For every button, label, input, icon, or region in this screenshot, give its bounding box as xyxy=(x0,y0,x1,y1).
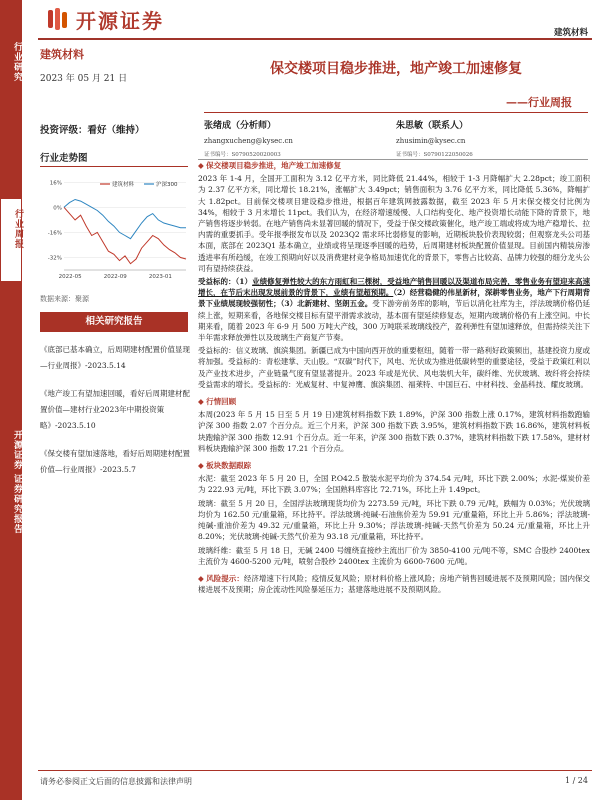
bullet-icon: ◆ xyxy=(198,161,207,170)
report-body xyxy=(198,160,590,597)
report-title: 保交楼项目稳步推进，地产竣工加速修复 xyxy=(270,61,522,77)
paragraph: 本周(2023 年 5 月 15 日至 5 月 19 日)建筑材料指数下跌 1.89%，沪深 300 指数上涨 0.17%，建筑材料指数跑输沪深 300 指数 2.07 个百分点。近三个月来，沪深 300 指数下跌 3.95%，建筑材料指数下跌 16.86%，建筑材料板块跑输沪深 300 指数 12.91 个百分点。近一年来，沪深 300 指数下跌 0.37%，建筑材料指数下跌 17.58%，建材材料板块跑输沪深 300 指数 17.21 个百分点。 xyxy=(198,410,590,453)
paragraph-text: 受下游旁前务库的影响，节后以消化社库为主，浮法玻璃价格仍延续上涨，短期来看，各地保交楼目标有望平滑需求波动，基本面有望延续修复态，短期内玻璃价格仍有上涨空间。中长期来看，随着 2023 年 6-9 月 500 万吨大产线，300 万吨联采玻璃线投产，盈利弹性有望加速释放，但需持续关注下半年需求释放弹性以及玻璃生产商复产节奏。 xyxy=(198,299,591,343)
risk-heading: 风险提示： xyxy=(206,573,244,583)
analyst-email[interactable]: zhangxucheng@kysec.cn xyxy=(204,137,293,145)
x-tick-label: 2023-01 xyxy=(148,274,172,280)
picks-rest: （2）经营稳健的伟星新材，深耕零售业务，地产下行周期背景下业绩展现较强韧性；（3）北新建材、坚朗五金。 xyxy=(198,288,590,309)
bullet-icon: ◆ xyxy=(198,573,207,583)
report-meta xyxy=(40,46,190,84)
analyst-cert: 证书编号：S0790520020003 xyxy=(204,152,281,158)
page-number: 1 / 24 xyxy=(564,776,588,785)
y-tick-label: -16% xyxy=(47,230,62,237)
header-divider xyxy=(38,38,592,40)
trend-title: 行业走势图 xyxy=(40,153,88,164)
section-heading: 保交楼项目稳步推进，地产竣工加速修复 xyxy=(206,161,342,170)
paragraph: 水泥：截至 2023 年 5 月 20 日，全国 P.O42.5 散装水泥平均价为 374.54 元/吨，环比下跌 2.00%；水泥-煤炭价差为 222.93 元/吨，环比下跌 3.07%；全国熟料库容比 72.71%，环比上升 1.49pct。 xyxy=(198,474,590,495)
contact-name: 朱思敏（联系人） xyxy=(396,121,469,131)
contact-card xyxy=(396,118,473,158)
analyst-name: 张绪成（分析师） xyxy=(204,121,277,131)
sector-label: 建筑材料 xyxy=(40,48,84,61)
brand-logo xyxy=(48,4,164,34)
footer-disclaimer: 请务必参阅正文后面的信息披露和法律声明 xyxy=(40,777,192,786)
report-subtitle: ——行业周报 xyxy=(506,96,572,109)
related-item[interactable]: 《保交楼有望加速落地，看好后周期建材配置价值—行业周报》-2023.5.7 xyxy=(40,449,190,474)
bullet-icon: ◆ xyxy=(198,397,207,407)
y-tick-label: 16% xyxy=(49,180,62,187)
side-band xyxy=(0,0,22,800)
y-tick-label: -32% xyxy=(47,255,62,262)
paragraph: 2023 年 1-4 月，全国开工面积为 3.12 亿平方米，同比降低 21.44%，相较于 1-3 月降幅扩大 2.28pct；竣工面积为 2.37 亿平方米，同比增长 18.21%，涨幅扩大 3.49pct；销售面积为 3.76 亿平方米，同比降低 5.36%，降幅扩大 1.82pct。目前保交楼项目建设稳步推进，根据百年建筑网披露数据，截至 2023 年 5 月末保交楼交付比例为 34%，相较于 3 月末增长 11pct。我们认为，在经济增速缓慢、人口结构变化、地产投资增长动能下降的背景下，地产销售将逐步转弱。在地产销售尚未显著回暖的情况下，受益于保交楼政策催化，地产竣工端或将成为地产稳增长、拉内需的重要抓手。受年报季报发布以及 2023Q2 需求环比弱修复的影响，近期板块股价表现较弱；但观察龙头公司基本面，底部在 2023Q1 基本确立，业绩或将呈现逐季回暖的趋势，后周期建材板块配置价值显现。目前国内精装房渗透进率有所趋缓，在竣工预期向好以及消费建材竞争格局加速优化的背景下，零售占比较高、品牌力较强的细分龙头公司有望持续获益。 xyxy=(198,174,590,273)
related-item[interactable]: 《底部已基本确立，后周期建材配置价值显现—行业周报》-2023.5.14 xyxy=(40,345,190,370)
contact-cert: 证书编号：S0790122050026 xyxy=(396,152,473,158)
section-heading: 板块数据跟踪 xyxy=(206,461,252,471)
bullet-icon: ◆ xyxy=(198,461,207,471)
section-heading: 行情回顾 xyxy=(206,397,237,407)
investment-rating: 投资评级：看好（维持） xyxy=(40,125,145,136)
risk-text: 经济增速下行风险；疫情反复风险；原材料价格上涨风险；房地产销售回暖进展不及预期风险；国内保交楼进展不及预期；房企流动性风险暴延压力；基建落地进展不及预期风险。 xyxy=(198,573,591,595)
band-top-label: 行业研究 xyxy=(12,42,22,82)
band-box xyxy=(0,198,22,282)
trend-divider xyxy=(40,166,188,167)
paragraph: 玻璃：截至 5 月 20 日，全国浮法玻璃现货均价为 2273.59 元/吨，环比下跌 0.79 元/吨，跌幅为 0.03%；光伏玻璃均价为 162.50 元/重量箱，环比持平。浮法玻璃-纯碱-石油焦价差为 59.91 元/重量箱，环比上升 5.86%；浮法玻璃-纯碱-重油价差为 49.32 元/重量箱，环比上升 9.30%；浮法玻璃-纯碱-天然气价差为 50.24 元/重量箱，环比上升 8.20%；光伏玻璃-纯碱-天然气价差为 93.18 元/重量箱，环比持平。 xyxy=(198,498,590,542)
related-research-header: 相关研究报告 xyxy=(40,312,188,332)
related-research-list xyxy=(40,342,190,490)
paragraph: 玻璃纤维：截至 5 月 18 日，无碱 2400 号缠绕直接纱主流出厂价为 3850-4100 元/吨不等，SMC 合股纱 2400tex 主流价为 4600-5200 元/吨，喷射合股纱 2400tex 主流价为 6600-7600 元/吨。 xyxy=(198,545,590,566)
paragraph: 受益标的：信义玻璃、旗滨集团。新疆已成为中国向西开放的重要枢纽，随着一带一路利好政策频出，基建投资力度或将加强。受益标的：青松建掌、天山股。“双碳”时代下，风电、光伏成为推进低碳转型的重要途径，受益于政策红利以及产业技术进步，产业链量气度有望显著提升。2023 年或是光伏、风电装机大年，碳纤维、光伏玻璃、玻纤将会持续受益需求的增长。受益标的：光威复材、中复神鹰、旗滨集团、福莱特、中国巨石、中材科技、金晶科技、耀皮玻璃。 xyxy=(198,346,590,389)
logo-icon xyxy=(48,8,70,30)
report-date: 2023 年 05 月 21 日 xyxy=(40,74,128,84)
picks-highlight: 业绩修复弹性较大的东方雨虹和三棵树，受益地产销售回暖以及渠道布局完善，零售业务有望迎来高速增长，在节后末出现发展前景的背景下，业绩有望超预期。 xyxy=(198,277,591,298)
legend-label: 建筑材料 xyxy=(112,182,135,188)
analyst-card xyxy=(204,118,293,158)
footer-divider xyxy=(38,770,592,771)
band-bottom-label: 开源证券 证券研究报告 xyxy=(12,430,22,535)
related-item[interactable]: 《地产竣工有望加速回暖，看好后周期建材配置价值—建材行业2023年中期投资策略》-2023.5.10 xyxy=(40,389,190,430)
legend-label: 沪深300 xyxy=(156,182,178,188)
chart-source: 数据来源：聚源 xyxy=(40,295,89,303)
x-tick-label: 2022-09 xyxy=(103,274,127,280)
x-tick-label: 2022-05 xyxy=(58,274,82,280)
contact-email[interactable]: zhusimin@kysec.cn xyxy=(396,137,466,145)
band-box-label: 行业周报 xyxy=(13,209,23,249)
y-tick-label: 0% xyxy=(53,205,62,212)
section-tag: 建筑材料 xyxy=(553,28,588,38)
picks-lead: 受益标的：（1） xyxy=(198,277,253,287)
brand-name: 开源证券 xyxy=(76,8,164,33)
title-divider xyxy=(204,112,588,113)
trend-chart xyxy=(40,170,190,288)
paragraph xyxy=(198,276,590,343)
